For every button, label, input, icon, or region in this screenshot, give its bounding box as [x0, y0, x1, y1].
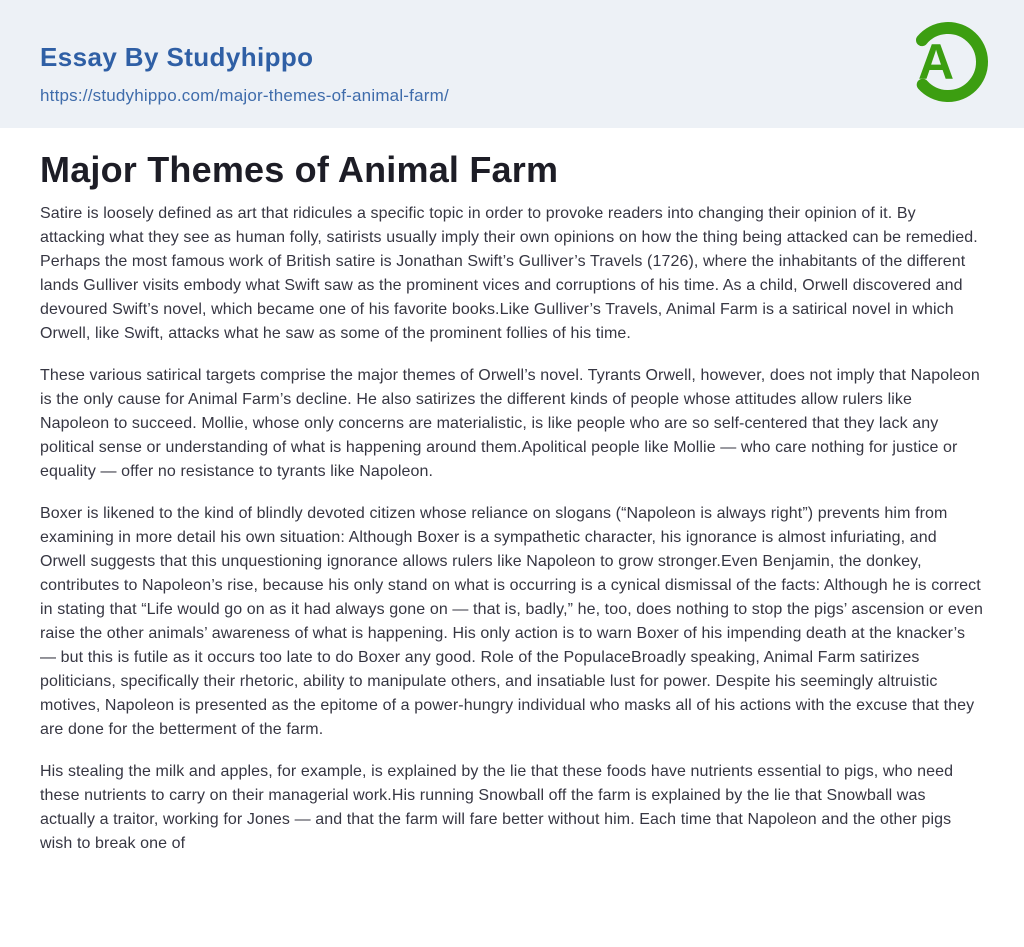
- page-title: Major Themes of Animal Farm: [40, 149, 559, 190]
- logo-letter: A: [917, 34, 955, 90]
- article: [0, 149, 1024, 856]
- article-paragraph: These various satirical targets comprise the major themes of Orwell’s novel. Tyrants Orwell, however, does not imply that Napoleon is the only cause for Animal Farm’s decline. He also satirizes the different kinds of people whose attitudes allow rulers like Napoleon to succeed. Mollie, whose only concerns are materialistic, is like people who are so self-centered that they lack any political sense or understanding of what is happening around them.Apolitical people like Mollie — who care nothing for justice or equality — offer no resistance to tyrants like Napoleon.: [40, 367, 980, 480]
- article-paragraph: His stealing the milk and apples, for example, is explained by the lie that these foods have nutrients essential to pigs, who need these nutrients to carry on their managerial work.His running Snowball off the farm is explained by the lie that Snowball was actually a traitor, working for Jones — and that the farm will fare better without him. Each time that Napoleon and the other pigs wish to break one of: [40, 763, 954, 852]
- studyhippo-logo-icon: [903, 15, 993, 109]
- page-url-link[interactable]: https://studyhippo.com/major-themes-of-animal-farm/: [40, 86, 449, 105]
- site-label: Essay By Studyhippo: [40, 42, 314, 72]
- article-paragraph: Boxer is likened to the kind of blindly devoted citizen whose reliance on slogans (“Napoleon is always right”) prevents him from examining in more detail his own situation: Although Boxer is a sympathetic character, his ignorance is almost infuriating, and Orwell suggests that this unquestioning ignorance allows rulers like Napoleon to grow stronger.Even Benjamin, the donkey, contributes to Napoleon’s rise, because his only stand on what is occurring is a cynical dismissal of the facts: Although he is correct in stating that “Life would go on as it had always gone on — that is, badly,” he, too, does nothing to stop the pigs’ ascension or even raise the other animals’ awareness of what is happening. His only action is to warn Boxer of his impending death at the knacker’s — but this is futile as it occurs too late to do Boxer any good. Role of the PopulaceBroadly speaking, Animal Farm satirizes politicians, specifically their rhetoric, ability to manipulate others, and insatiable lust for power. Despite his seemingly altruistic motives, Napoleon is presented as the epitome of a power-hungry individual who masks all of his actions with the excuse that they are done for the betterment of the farm.: [40, 505, 983, 738]
- page-header: [0, 0, 1024, 128]
- article-paragraph: Satire is loosely defined as art that ridicules a specific topic in order to provoke readers into changing their opinion of it. By attacking what they see as human folly, satirists usually imply their own opinions on how the thing being attacked can be remedied. Perhaps the most famous work of British satire is Jonathan Swift’s Gulliver’s Travels (1726), where the inhabitants of the different lands Gulliver visits embody what Swift saw as the prominent vices and corruptions of his time. As a child, Orwell discovered and devoured Swift’s novel, which became one of his favorite books.Like Gulliver’s Travels, Animal Farm is a satirical novel in which Orwell, like Swift, attacks what he saw as some of the prominent follies of his time.: [40, 205, 978, 342]
